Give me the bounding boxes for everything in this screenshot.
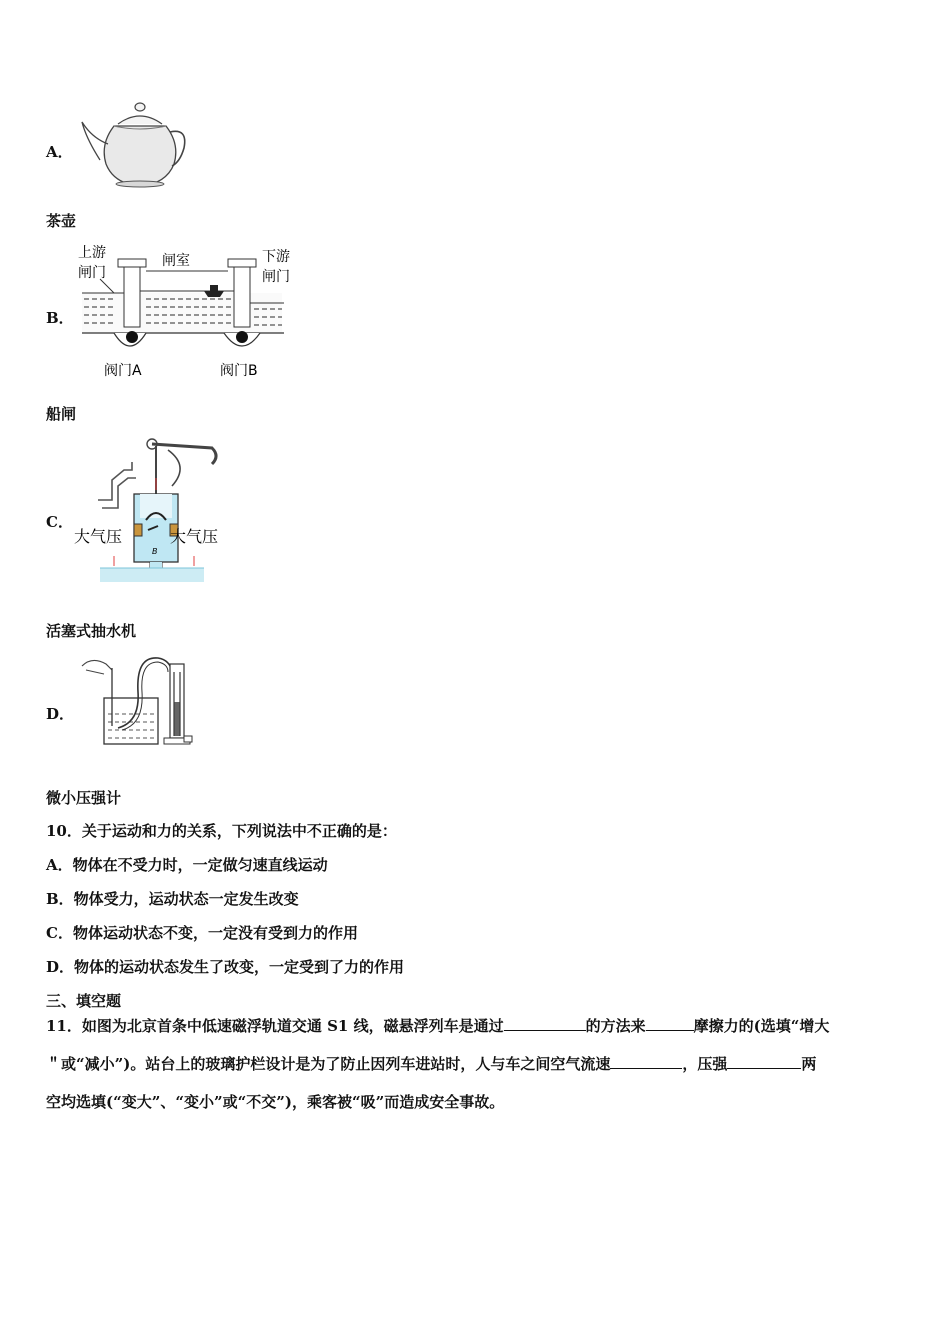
option-c-letter: C． bbox=[46, 513, 73, 531]
atm-right-label: 大气压 bbox=[170, 527, 219, 546]
q11-text-2b: ，压强 bbox=[682, 1055, 728, 1073]
option-b-caption: 船闸 bbox=[46, 405, 77, 423]
option-d-letter: D． bbox=[46, 705, 75, 723]
q11-blank-2[interactable] bbox=[646, 1016, 694, 1031]
option-a-caption: 茶壶 bbox=[46, 212, 77, 230]
upstream-label: 上游 bbox=[78, 245, 106, 261]
atm-left-label: 大气压 bbox=[74, 527, 123, 546]
q11-text-2a: ＂或“减小”)。站台上的玻璃护栏设计是为了防止因列车进站时，人与车之间空气流速 bbox=[46, 1055, 611, 1073]
teapot-figure bbox=[78, 98, 190, 190]
section-title: 三、填空题 bbox=[46, 992, 122, 1010]
q11-line-3: 空均选填(“变大”、“变小”或“不交”)，乘客被“吸”而造成安全事故。 bbox=[46, 1093, 505, 1111]
lower-gate-label: 闸门 bbox=[262, 269, 290, 285]
q11-text-1c: 摩擦力的(选填“增大 bbox=[693, 1017, 830, 1035]
manometer-figure bbox=[78, 652, 200, 752]
q10-option-b: B．物体受力，运动状态一定发生改变 bbox=[46, 890, 299, 908]
q11-blank-1[interactable] bbox=[504, 1016, 586, 1031]
q10-option-c: C．物体运动状态不变，一定没有受到力的作用 bbox=[46, 924, 358, 942]
valve-b-label: 阀门B bbox=[220, 363, 258, 379]
downstream-label: 下游 bbox=[262, 249, 290, 265]
q11-text-1a: 11．如图为北京首条中低速磁浮轨道交通 S1 线，磁悬浮列车是通过 bbox=[46, 1017, 504, 1035]
valve-a-label: 阀门A bbox=[104, 363, 142, 379]
option-d-caption: 微小压强计 bbox=[46, 789, 122, 807]
option-c-caption: 活塞式抽水机 bbox=[46, 622, 137, 640]
q11-line-2 bbox=[46, 1053, 816, 1074]
q11-text-1b: 的方法来 bbox=[585, 1017, 646, 1035]
q11-blank-4[interactable] bbox=[727, 1054, 801, 1069]
option-a-letter: A． bbox=[46, 143, 73, 161]
piston-pump-figure bbox=[72, 436, 226, 588]
q10-option-d: D．物体的运动状态发生了改变，一定受到了力的作用 bbox=[46, 958, 405, 976]
letter-b-label: B bbox=[152, 547, 158, 556]
q11-text-2c: 两 bbox=[801, 1055, 817, 1073]
q10-stem: 10．关于运动和力的关系，下列说法中不正确的是： bbox=[46, 822, 397, 840]
q10-option-a: A．物体在不受力时，一定做匀速直线运动 bbox=[46, 856, 328, 874]
q11-line-1 bbox=[46, 1015, 829, 1036]
upper-gate-label: 闸门 bbox=[78, 265, 106, 281]
option-b-letter: B． bbox=[46, 309, 74, 327]
ship-lock-figure bbox=[74, 241, 300, 381]
q11-blank-3[interactable] bbox=[610, 1054, 682, 1069]
chamber-label: 闸室 bbox=[162, 253, 190, 269]
